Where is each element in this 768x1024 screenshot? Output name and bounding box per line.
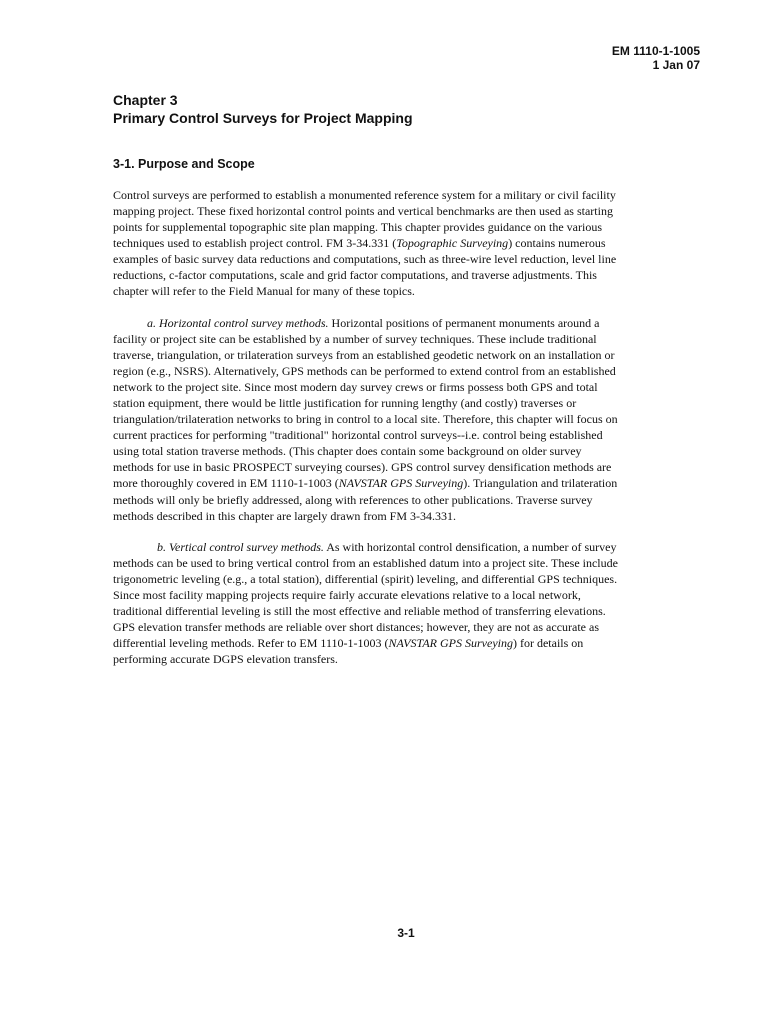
paragraph-line [113,635,673,651]
paragraph-vertical-control [113,539,673,667]
page-number [0,926,768,940]
chapter-label: Chapter 3 [113,92,178,108]
intro-paragraph [113,187,673,299]
paragraph-line: triangulation/trilateration networks to bring in control to a local site. Therefore, this chapter will focus on [113,412,618,427]
paragraph-horizontal-control [113,315,673,524]
paragraph-line: methods described in this chapter are largely drawn from FM 3-34.331. [113,508,457,523]
paragraph-line: network to the project site. Since most modern day survey crews or firms possess both GPS and total [113,380,598,395]
paragraph-line: chapter will refer to the Field Manual for many of these topics. [113,284,415,299]
document-date: 1 Jan 07 [652,58,700,72]
paragraph-line: performing accurate DGPS elevation transfers. [113,652,338,667]
text-segment: ) for details on [512,636,584,651]
paragraph-line [113,539,673,555]
paragraph-line: current practices for performing "traditional" horizontal control surveys--i.e. control being established [113,428,603,443]
page-number-text: 3-1 [397,926,415,940]
paragraph-line: examples of basic survey data reductions and computations, such as three-wire level reduction, level line [113,252,617,267]
paragraph-line [113,235,673,251]
text-segment: differential leveling methods. Refer to EM 1110-1-1003 ( [113,636,389,651]
text-segment: more thoroughly covered in EM 1110-1-1003 ( [113,476,339,491]
paragraph-line: reductions, c-factor computations, scale and grid factor computations, and traverse adjustments. This [113,268,597,283]
reference-title: Topographic Surveying [396,236,509,251]
text-segment: ) contains numerous [508,236,606,251]
paragraph-line: methods can be used to bring vertical control from an established datum into a project site. These include [113,556,618,571]
paragraph-line: methods will only be briefly addressed, along with references to other publications. Traverse survey [113,492,593,507]
reference-title: NAVSTAR GPS Surveying [338,476,464,491]
paragraph-line [113,315,673,331]
text-segment: techniques used to establish project control. FM 3-34.331 ( [113,236,397,251]
text-segment: ). Triangulation and trilateration [463,476,618,491]
paragraph-line: points for supplemental topographic site plan mapping. This chapter provides guidance on the various [113,220,602,235]
paragraph-line: methods for use in basic PROSPECT surveying courses). GPS control survey densification methods are [113,460,612,475]
paragraph-label: b. Vertical control survey methods. [157,540,324,554]
paragraph-line [113,475,673,491]
paragraph-line: using total station traverse methods. (This chapter does contain some background on older survey [113,444,582,459]
reference-title: NAVSTAR GPS Surveying [388,636,513,651]
document-number: EM 1110-1-1005 [611,44,700,58]
paragraph-line: station equipment, there would be little justification for running lengthy (and costly) traverses or [113,396,577,411]
text-segment: As with horizontal control densification, a number of survey [323,540,617,554]
paragraph-line: GPS elevation transfer methods are reliable over short distances; however, they are not as accurate as [113,620,599,635]
chapter-title: Primary Control Surveys for Project Mapping [113,110,413,126]
paragraph-line: mapping project. These fixed horizontal control points and vertical benchmarks are then used as starting [113,204,613,219]
section-heading: 3-1. Purpose and Scope [113,157,255,171]
paragraph-line: facility or project site can be established by a number of survey techniques. These include traditional [113,332,597,347]
text-segment: Horizontal positions of permanent monuments around a [328,316,600,330]
chapter-heading [113,91,413,127]
paragraph-line: region (e.g., NSRS). Alternatively, GPS methods can be performed to extend control from an established [113,364,616,379]
paragraph-label: a. Horizontal control survey methods. [147,316,329,330]
paragraph-line: traverse, triangulation, or trilateration surveys from an established geodetic network on an installation or [113,348,615,363]
paragraph-line: traditional differential leveling is still the most effective and reliable method of transferring elevations. [113,604,606,619]
paragraph-line: trigonometric leveling (e.g., a total station), differential (spirit) leveling, and differential GPS techniques. [113,572,618,587]
paragraph-line: Control surveys are performed to establish a monumented reference system for a military or civil facility [113,188,616,202]
document-header [612,44,700,72]
paragraph-line: Since most facility mapping projects require fairly accurate elevations relative to a local network, [113,588,581,603]
